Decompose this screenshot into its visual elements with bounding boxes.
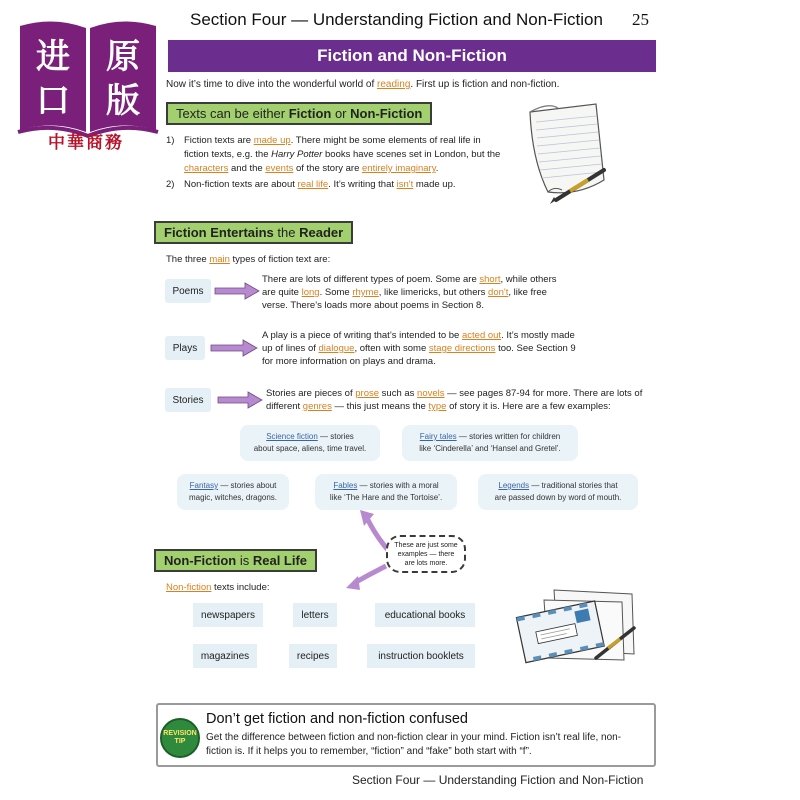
poems-description: There are lots of different types of poem. Some are short, while others are quite long. Some rhyme, like limericks, but others don't, like free verse. There’s loads more about poems in Section 8. <box>262 274 557 311</box>
nonfiction-item-label: letters <box>301 609 329 621</box>
callout-text: These are just some examples — there are lots more. <box>394 541 458 567</box>
plays-description: A play is a piece of writing that’s intended to be acted out. It’s mostly made up of lines of dialogue, often with some stage directions too. See Section 9 for more information on plays and drama. <box>262 330 576 367</box>
nonfiction-item-label: educational books <box>384 609 466 621</box>
badge-line: REVISION <box>163 730 197 737</box>
heading-part: is <box>236 553 253 568</box>
heading-part: Real Life <box>252 553 308 568</box>
envelope-illustration <box>514 580 640 670</box>
revision-tip-title: Don’t get fiction and non-fiction confused <box>206 711 468 727</box>
stories-description: Stories are pieces of prose such as novels — see pages 87-94 for more. There are lots of different genres — this just means the type of story it is. Here are a few examples: <box>266 388 643 412</box>
nonfiction-item-recipes <box>289 644 337 668</box>
logo-seal-text: 中華商務 <box>48 133 124 153</box>
banner-title: Fiction and Non-Fiction <box>317 46 507 65</box>
heading-fiction-entertains <box>154 221 353 244</box>
list-item <box>166 134 506 176</box>
fiction-type-label: Poems <box>172 285 204 297</box>
nonfiction-item-letters <box>293 603 337 627</box>
list-item <box>166 178 506 192</box>
revision-tip-text: Get the difference between fiction and non-fiction clear in your mind. Fiction isn’t real life, non-fiction is. If it helps you to remember, “fiction” and “fake” both start with “f”. <box>206 732 622 757</box>
genre-example-legends: Legends — traditional stories that are passed down by word of mouth. <box>478 474 638 510</box>
genre-example-fables: Fables — stories with a moral like ‘The Hare and the Tortoise’. <box>315 474 457 510</box>
logo-char-2: 原 <box>106 37 140 77</box>
nonfiction-item-label: recipes <box>296 650 330 662</box>
nonfiction-item-newspapers <box>193 603 263 627</box>
heading-part: Fiction Entertains <box>164 225 274 240</box>
heading-part: Fiction <box>288 106 332 121</box>
heading-texts-fiction-nonfiction <box>166 102 432 125</box>
logo-char-3: 口 <box>36 81 70 121</box>
fiction-definition-list <box>166 134 506 194</box>
page-number: 25 <box>632 10 649 29</box>
list-item-text: Fiction texts are made up. There might be some elements of real life in fiction texts, e.g. the Harry Potter books have scenes set in London, but the characters and the events of the story are entirely imaginary. <box>184 135 501 174</box>
heading-nonfiction-real-life <box>154 549 317 572</box>
heading-part: the <box>273 225 300 240</box>
heading-part: Texts can be either <box>176 106 289 121</box>
badge-line: TIP <box>174 738 186 745</box>
examples-callout-bubble <box>386 535 466 573</box>
heading-part: Non-Fiction <box>164 553 237 568</box>
nonfiction-lead: Non-fiction texts include: <box>166 582 270 593</box>
fiction-type-stories <box>165 388 211 412</box>
intro-link-reading: reading <box>377 79 411 90</box>
heading-part: Non-Fiction <box>350 106 423 121</box>
nonfiction-item-label: magazines <box>200 650 250 662</box>
intro-paragraph <box>166 79 559 90</box>
arrow-right-icon <box>213 281 261 301</box>
nonfiction-item-instruction-booklets <box>367 644 475 668</box>
list-number: 2) <box>166 179 175 190</box>
nonfiction-item-label: instruction booklets <box>378 650 464 662</box>
heading-part: or <box>331 106 351 121</box>
revision-tip-badge <box>160 718 200 758</box>
arrow-right-icon <box>209 338 259 358</box>
list-number: 1) <box>166 135 175 146</box>
nonfiction-item-educational-books <box>375 603 475 627</box>
nonfiction-item-magazines <box>193 644 257 668</box>
fiction-type-plays <box>165 336 205 360</box>
genre-example-science-fiction: Science fiction — stories about space, aliens, time travel. <box>240 425 380 461</box>
intro-text: Now it’s time to dive into the wonderful world of <box>166 79 378 90</box>
logo-char-4: 版 <box>106 81 140 121</box>
genre-example-fantasy: Fantasy — stories about magic, witches, dragons. <box>177 474 289 510</box>
list-item-text: Non-fiction texts are about real life. It’s writing that isn't made up. <box>184 179 456 190</box>
notepad-pen-illustration <box>518 100 618 208</box>
intro-text-after: . First up is fiction and non-fiction. <box>410 79 560 90</box>
page-header-title: Section Four — Understanding Fiction and Non-Fiction <box>190 10 603 29</box>
nonfiction-item-label: newspapers <box>201 609 255 621</box>
fiction-type-poems <box>165 279 211 303</box>
page-banner <box>168 40 656 72</box>
fiction-type-label: Stories <box>172 394 204 406</box>
fiction-types-lead: The three main types of fiction text are: <box>166 254 331 265</box>
heading-part: Reader <box>299 225 344 240</box>
arrow-right-icon <box>216 390 264 410</box>
fiction-type-label: Plays <box>172 342 198 354</box>
genre-example-fairy-tales: Fairy tales — stories written for children like ‘Cinderella’ and ‘Hansel and Gretel’. <box>402 425 578 461</box>
logo-char-1: 进 <box>36 37 70 77</box>
page-footer: Section Four — Understanding Fiction and Non-Fiction <box>352 773 644 787</box>
